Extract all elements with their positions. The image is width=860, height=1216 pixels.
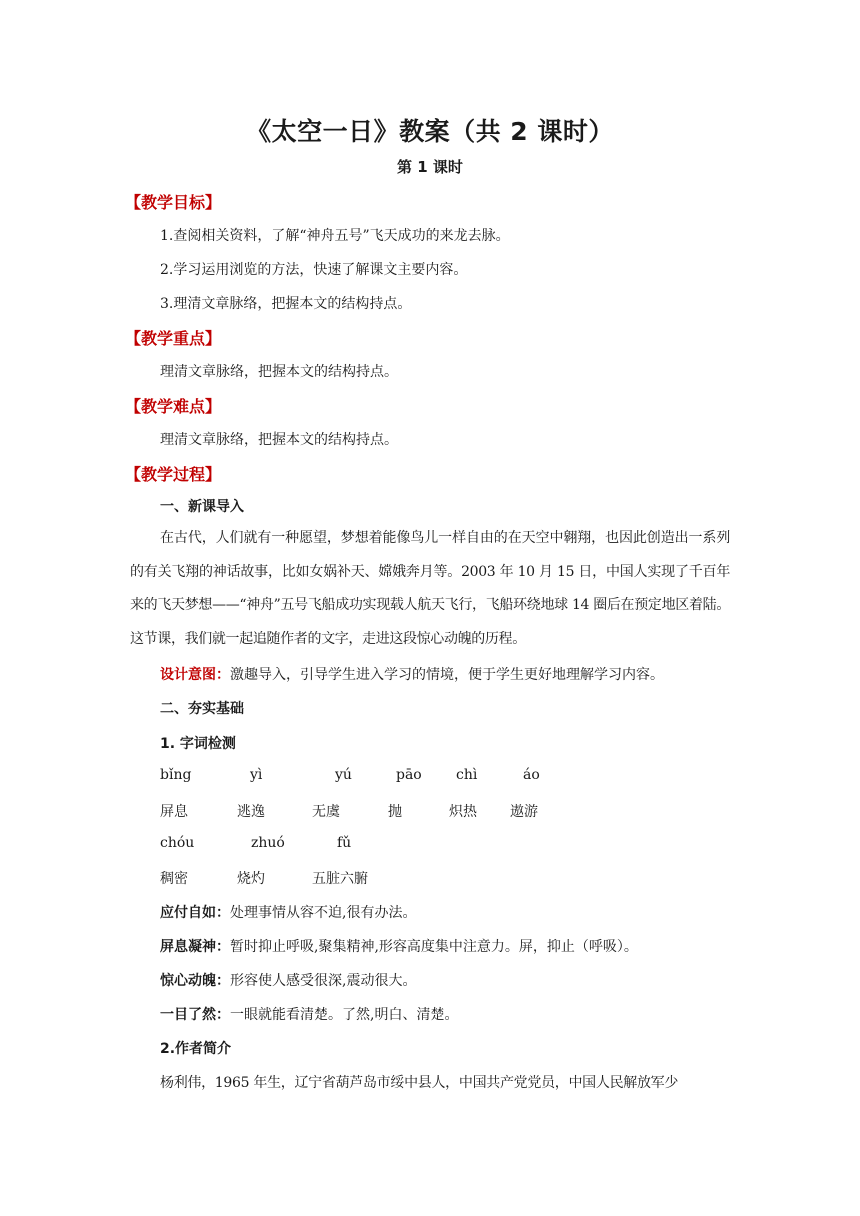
pinyin: bǐng (160, 767, 192, 783)
pinyin: pāo (396, 767, 422, 783)
vocab-word: 逃逸 (237, 804, 265, 820)
definition-meaning: 暂时抑止呼吸,聚集精神,形容高度集中注意力。屏，抑止（呼吸）。 (230, 939, 638, 955)
definition-item (160, 902, 416, 922)
vocab-word: 遨游 (510, 804, 538, 820)
vocab-word: 稠密 (160, 871, 188, 887)
definition-item (160, 936, 638, 956)
pinyin: yì (250, 767, 263, 783)
difficulties-heading: 【教学难点】 (125, 397, 222, 416)
goals-heading: 【教学目标】 (125, 193, 222, 212)
intro-paragraph: 在古代，人们就有一种愿望，梦想着能像鸟儿一样自由的在天空中翱翔，也因此创造出一系列的有关飞翔的神话故事，比如女娲补天、嫦娥奔月等。2003 年 10 月 15 日，中国人实现了千百年来的飞天梦想——“神舟”五号飞船成功实现载人航天飞行，飞船环绕地球 14 圈后在预定地区着陆。这节课，我们就一起追随作者的文字，走进这段惊心动魄的历程。 (130, 530, 730, 647)
vocab-word: 烧灼 (237, 871, 265, 887)
author-text: 杨利伟，1965 年生，辽宁省葫芦岛市绥中县人，中国共产党党员，中国人民解放军少 (160, 1075, 679, 1091)
foundation-heading: 二、夯实基础 (160, 701, 244, 717)
vocab-word: 屏息 (160, 804, 188, 820)
vocab-word: 五脏六腑 (312, 871, 368, 887)
definition-term: 惊心动魄： (160, 973, 230, 989)
key-points-heading: 【教学重点】 (125, 329, 222, 348)
definition-term: 一目了然： (160, 1007, 230, 1023)
design-intent-label: 设计意图： (160, 667, 230, 683)
vocab-word: 抛 (388, 804, 402, 820)
document-title: 《太空一日》教案（共 2 课时） (246, 117, 614, 146)
definition-meaning: 处理事情从容不迫,很有办法。 (230, 905, 417, 921)
author-heading: 2.作者简介 (160, 1041, 232, 1057)
pinyin: zhuó (251, 835, 285, 851)
process-heading: 【教学过程】 (125, 465, 222, 484)
vocab-word: 无虞 (312, 804, 340, 820)
design-intent-text: 激趣导入，引导学生进入学习的情境，便于学生更好地理解学习内容。 (230, 667, 664, 683)
design-intent (160, 664, 664, 684)
goal-item: 2.学习运用浏览的方法，快速了解课文主要内容。 (160, 262, 468, 278)
definition-item (160, 1004, 458, 1024)
goal-item: 3.理清文章脉络，把握本文的结构持点。 (160, 296, 412, 312)
pinyin: chì (456, 767, 478, 783)
goal-item: 1.查阅相关资料，了解“神舟五号”飞天成功的来龙去脉。 (160, 228, 510, 244)
definition-term: 应付自如： (160, 905, 230, 921)
pinyin: áo (523, 767, 540, 783)
intro-heading: 一、新课导入 (160, 499, 244, 515)
definition-meaning: 一眼就能看清楚。了然,明白、清楚。 (230, 1007, 459, 1023)
definition-meaning: 形容使人感受很深,震动很大。 (230, 973, 417, 989)
vocab-heading: 1. 字词检测 (160, 736, 236, 752)
vocab-word: 炽热 (449, 804, 477, 820)
pinyin: yú (335, 767, 352, 783)
lesson-label: 第 1 课时 (397, 158, 463, 176)
definition-item (160, 970, 416, 990)
pinyin: fǔ (337, 835, 352, 851)
definition-term: 屏息凝神： (160, 939, 230, 955)
key-points-text: 理清文章脉络，把握本文的结构持点。 (160, 364, 398, 380)
difficulties-text: 理清文章脉络，把握本文的结构持点。 (160, 432, 398, 448)
pinyin: chóu (160, 835, 195, 851)
